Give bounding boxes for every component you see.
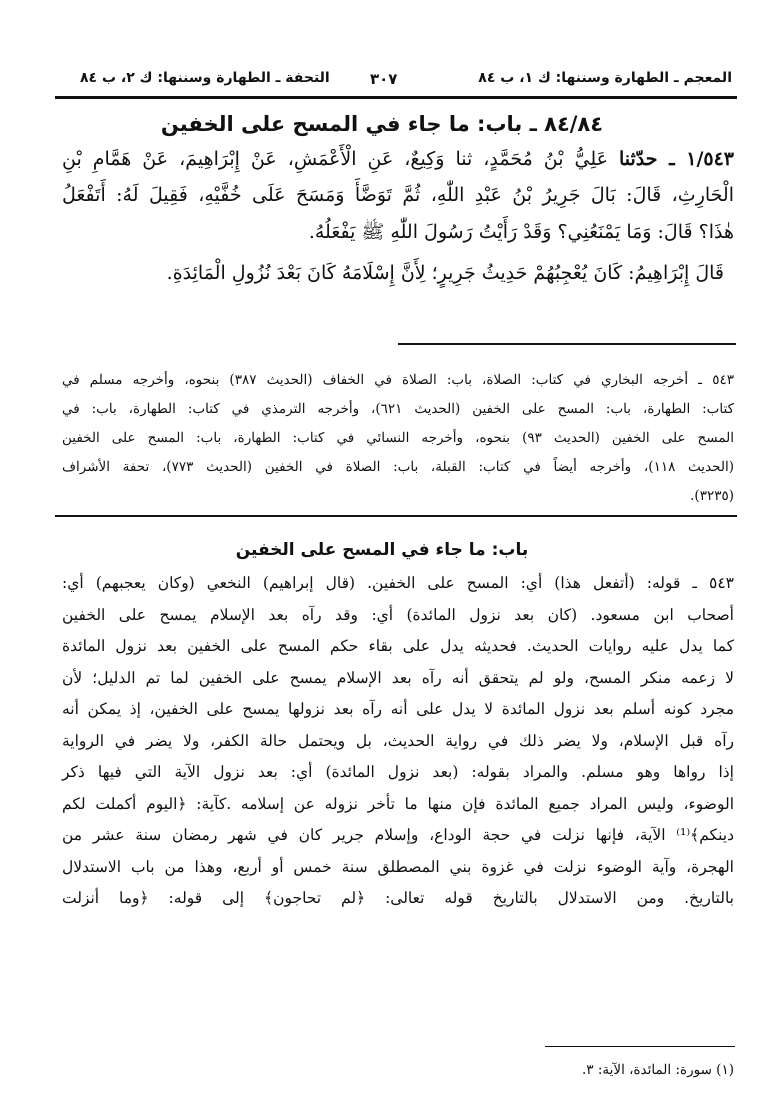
header-rule — [55, 96, 737, 99]
commentary-line: دينكم﴾⁽¹⁾ الآية، فإنها نزلت في حجة الوداع، وإسلام جرير كان في شهر رمضان سنة عشر من — [62, 826, 734, 844]
takhrij-line: كتاب: الطهارة، باب: المسح على الخفين (الحديث ٦٢١)، وأخرجه الترمذي في كتاب: الطهارة، باب: في — [62, 401, 734, 417]
hadith-text: عَلِيُّ بْنُ مُحَمَّدٍ، ثنا وَكِيعٌ، عَنِ الْأَعْمَشِ، عَنْ إِبْرَاهِيمَ، عَنْ هَمَّامِ بْنِ — [62, 148, 608, 170]
page-number: ٣٠٧ — [370, 70, 398, 88]
footnote: (١) سورة: المائدة، الآية: ٣. — [581, 1062, 734, 1078]
commentary-line: إذا رواها وهو مسلم. والمراد بقوله: (بعد نزول المائدة) أي: بعد نزول الآية التي فيها ذكر — [62, 763, 734, 781]
takhrij-line: (الحديث ١١٨)، وأخرجه أيضاً في كتاب: القبلة، باب: الصلاة في الخفين (الحديث ٧٧٣)، تحفة الأشراف — [62, 459, 734, 475]
running-header-right: المعجم ـ الطهارة وسننها: ك ١، ب ٨٤ — [478, 70, 732, 86]
hadith-number: ١/٥٤٣ ـ حدّثنا — [619, 148, 734, 170]
commentary-title: باب: ما جاء في المسح على الخفين — [235, 540, 529, 560]
takhrij-line: ٥٤٣ ـ أخرجه البخاري في كتاب: الصلاة، باب: الصلاة في الخفاف (الحديث ٣٨٧) بنحوه، وأخرجه مسلم في — [62, 372, 734, 388]
commentary-line: لا زعمه منكر المسح، ولو لم يتحقق أنه رآه بعد الإسلام يمسح على الخفين لما تم الدليل؛ لأن — [62, 668, 734, 687]
hadith-line-3: هٰذَا؟ قَالَ: وَمَا يَمْنَعُنِي؟ وَقَدْ رَأَيْتُ رَسُولَ اللّٰهِ ﷺ يَفْعَلُهُ. — [308, 221, 734, 243]
hadith-line-1 — [62, 148, 734, 170]
footnote-rule — [545, 1046, 735, 1047]
takhrij-line: (٣٢٣٥). — [690, 488, 734, 504]
commentary-line: الهجرة، وآية الوضوء نزلت في غزوة بني المصطلق سنة خمس أو أربع، وهذا من باب الاستدلال — [62, 857, 734, 876]
takhrij-line: المسح على الخفين (الحديث ٩٣) بنحوه، وأخرجه النسائي في كتاب: الطهارة، باب: المسح على الخفين — [62, 430, 734, 446]
running-header-left: التحفة ـ الطهارة وسننها: ك ٢، ب ٨٤ — [80, 70, 330, 86]
commentary-line: الوضوء، وليس المراد جميع المائدة فإن منها ما تأخر نزوله عن إسلامه .كآية: ﴿اليوم أكملت لكم — [62, 794, 734, 813]
ibrahim-line: قَالَ إِبْرَاهِيمُ: كَانَ يُعْجِبُهُمْ حَدِيثُ جَرِيرٍ؛ لِأَنَّ إِسْلَامَهُ كَانَ بَعْدَ نُزُولِ الْمَائِدَةِ. — [166, 262, 724, 284]
chapter-title: ٨٤/٨٤ ـ باب: ما جاء في المسح على الخفين — [160, 112, 604, 136]
commentary-line: ٥٤٣ ـ قوله: (أتفعل هذا) أي: المسح على الخفين. (قال إبراهيم) النخعي (وكان يعجبهم) أي: — [62, 574, 734, 592]
takhrij-rule — [398, 343, 736, 345]
commentary-line: بالتاريخ. ومن الاستدلال بالتاريخ قوله تعالى: ﴿لم تحاجون﴾ إلى قوله: ﴿وما أنزلت — [62, 889, 734, 907]
commentary-line: كما يدل عليه روايات الحديث. فحديثه يدل على بقاء حكم المسح على الخفين بعد نزول المائدة — [62, 637, 734, 655]
commentary-line: مجرد كونه أسلم بعد نزول المائدة لا يدل على أنه رآه بعد نزولها يمسح على الخفين، إذ يمكن أنه — [62, 700, 734, 718]
commentary-line: أصحاب ابن مسعود. (كان بعد نزول المائدة) أي: وقد رآه بعد الإسلام يمسح على الخفين — [62, 605, 734, 624]
hadith-line-2: الْحَارِثِ، قَالَ: بَالَ جَرِيرُ بْنُ عَبْدِ اللّٰهِ، ثُمَّ تَوَضَّأَ وَمَسَحَ عَلَى خُفَّيْهِ، فَقِيلَ لَهُ: أَتَفْعَلُ — [62, 184, 734, 206]
commentary-line: رآه قبل الإسلام، ولا يضر ذلك في رواية الحديث، بل ويحتمل حالة الكفر، ولا يضر في الرواية — [62, 731, 734, 750]
section-rule — [55, 515, 737, 517]
